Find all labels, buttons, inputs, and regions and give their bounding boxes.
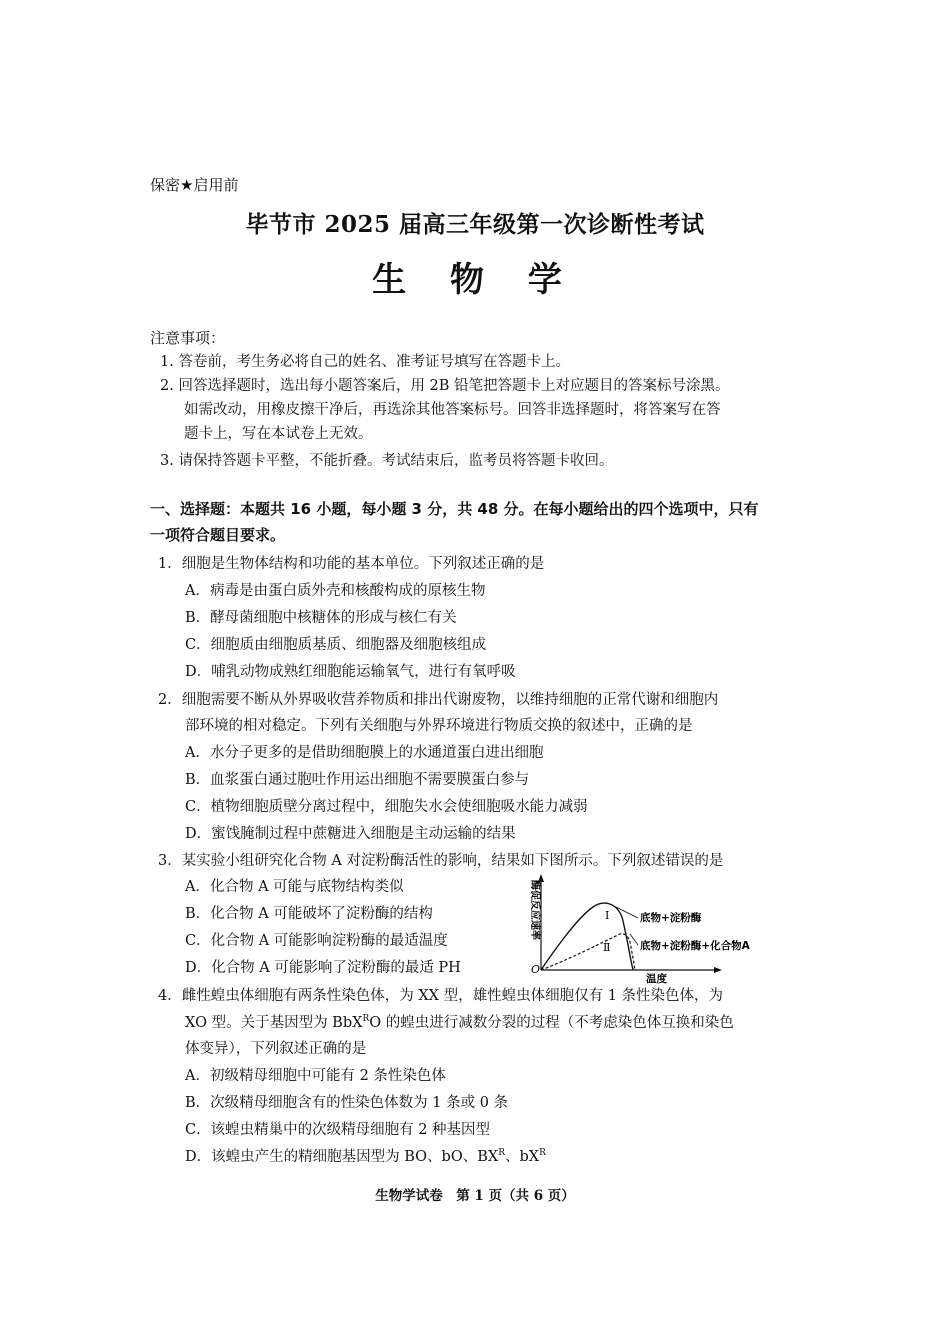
- chart-series-i-line: [541, 903, 633, 970]
- q1-option-d: D．哺乳动物成熟红细胞能运输氧气，进行有氧呼吸: [185, 664, 516, 680]
- q2-stem: 2．细胞需要不断从外界吸收营养物质和排出代谢废物，以维持细胞的正常代谢和细胞内: [158, 692, 719, 708]
- enzyme-rate-chart: [508, 872, 808, 984]
- chart-xlabel: 温度: [646, 973, 667, 984]
- q3-option-b: B．化合物 A 可能破坏了淀粉酶的结构: [185, 906, 433, 922]
- notice-item-3: 3. 请保持答题卡平整，不能折叠。考试结束后，监考员将答题卡收回。: [160, 453, 614, 469]
- exam-title: 毕节市 2025 届高三年级第一次诊断性考试: [245, 211, 705, 238]
- chart-label-ii-leader: [630, 934, 638, 945]
- q2-option-d: D．蜜饯腌制过程中蔗糖进入细胞是主动运输的结果: [185, 826, 516, 842]
- section-heading-cont: 一项符合题目要求。: [150, 526, 286, 544]
- chart-legend-i: 底物+淀粉酶: [640, 912, 702, 924]
- section-heading: 一、选择题：本题共 16 小题，每小题 3 分，共 48 分。在每小题给出的四个选项中，只有: [150, 500, 759, 518]
- q3-option-d: D．化合物 A 可能影响了淀粉酶的最适 PH: [185, 960, 461, 976]
- confidential-label: 保密★启用前: [150, 176, 239, 194]
- chart-ylabel: 酶促反应速率: [529, 880, 540, 940]
- chart-series-i-marker: Ⅰ: [605, 909, 610, 922]
- chart-legend-ii: 底物+淀粉酶+化合物A: [640, 940, 750, 952]
- q4-option-b: B．次级精母细胞含有的性染色体数为 1 条或 0 条: [185, 1095, 509, 1111]
- page-footer: 生物学试卷 第 1 页（共 6 页）: [375, 1188, 575, 1204]
- q4-stem-cont: XO 型。关于基因型为 BbX$^R$O 的蝗虫进行减数分裂的过程（不考虑染色体互换和染色: [185, 1014, 734, 1031]
- q4-option-c: C．该蝗虫精巢中的次级精母细胞有 2 种基因型: [185, 1122, 491, 1138]
- q1-option-a: A．病毒是由蛋白质外壳和核酸构成的原核生物: [185, 583, 486, 599]
- q4-stem-cont2: 体变异），下列叙述正确的是: [185, 1041, 367, 1057]
- q3-option-a: A．化合物 A 可能与底物结构类似: [185, 879, 404, 895]
- q2-option-c: C．植物细胞质壁分离过程中，细胞失水会使细胞吸水能力减弱: [185, 799, 588, 815]
- notice-item-2-cont: 如需改动，用橡皮擦干净后，再选涂其他答案标号。回答非选择题时，将答案写在答: [184, 402, 721, 418]
- chart-series-ii-marker: Ⅱ: [603, 941, 611, 954]
- chart-series-ii-line: [541, 934, 635, 970]
- q1-stem: 1．细胞是生物体结构和功能的基本单位。下列叙述正确的是: [158, 556, 545, 572]
- q4-option-d: D．该蝗虫产生的精细胞基因型为 BO、bO、$BX^R$、$bX^R$: [185, 1148, 546, 1165]
- q4-option-a: A．初级精母细胞中可能有 2 条性染色体: [185, 1068, 446, 1084]
- notice-item-1: 1. 答卷前，考生务必将自己的姓名、准考证号填写在答题卡上。: [160, 354, 570, 370]
- q2-option-b: B．血浆蛋白通过胞吐作用运出细胞不需要膜蛋白参与: [185, 772, 530, 788]
- q3-stem: 3．某实验小组研究化合物 A 对淀粉酶活性的影响，结果如下图所示。下列叙述错误的是: [158, 853, 724, 869]
- q4-stem: 4．雌性蝗虫体细胞有两条性染色体，为 XX 型，雄性蝗虫体细胞仅有 1 条性染色体，为: [158, 988, 724, 1004]
- notice-item-2: 2. 回答选择题时，选出每小题答案后，用 2B 铅笔把答题卡上对应题目的答案标号涂黑。: [160, 378, 730, 394]
- q3-option-c: C．化合物 A 可能影响淀粉酶的最适温度: [185, 933, 448, 949]
- q1-option-c: C．细胞质由细胞质基质、细胞器及细胞核组成: [185, 637, 487, 653]
- q1-option-b: B．酵母菌细胞中核糖体的形成与核仁有关: [185, 610, 457, 626]
- q2-stem-cont: 部环境的相对稳定。下列有关细胞与外界环境进行物质交换的叙述中，正确的是: [185, 718, 693, 734]
- notice-title: 注意事项：: [150, 329, 226, 347]
- chart-x-arrow: [714, 967, 722, 973]
- chart-origin: O: [530, 963, 540, 976]
- q2-option-a: A．水分子更多的是借助细胞膜上的水通道蛋白进出细胞: [185, 745, 544, 761]
- notice-item-2-cont2: 题卡上，写在本试卷上无效。: [184, 426, 373, 442]
- subject-title: 生 物 学: [372, 260, 578, 300]
